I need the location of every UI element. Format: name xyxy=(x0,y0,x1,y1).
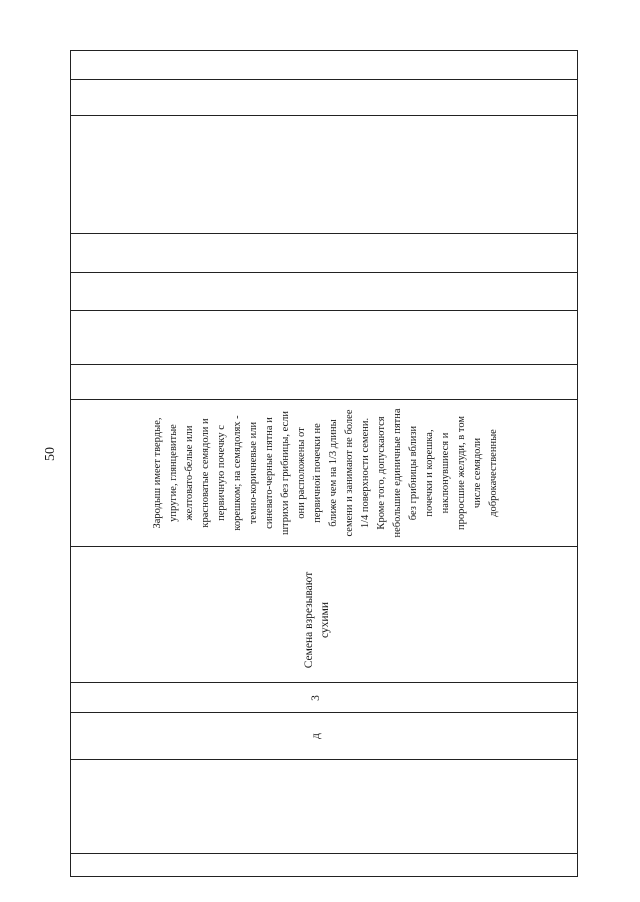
description-line: небольшие единичные пятна xyxy=(392,408,403,538)
category-line: Семена взрезывают xyxy=(303,571,315,669)
description-line: красноватые семядоли и xyxy=(200,418,211,528)
page-number: 50 xyxy=(43,447,58,461)
description-line: семени и занимают не более xyxy=(344,409,355,537)
description-line: без грибницы вблизи xyxy=(408,425,419,521)
letter-cell: д xyxy=(310,733,322,739)
description-line: доброкачественные xyxy=(488,429,499,517)
description-line: Зародыш имеет твердые, xyxy=(152,417,163,529)
table-rule xyxy=(70,233,578,234)
number-cell: 3 xyxy=(310,695,322,701)
description-line: проросшие желуди, в том xyxy=(456,415,467,531)
table-rule xyxy=(70,853,578,854)
table-rule xyxy=(70,712,578,713)
description-line: штрихи без грибницы, если xyxy=(280,410,291,536)
table-rule xyxy=(70,759,578,760)
description-line: они расположены от xyxy=(296,427,307,519)
description-line: упругие, глянцевитые xyxy=(168,424,179,522)
description-line: желтовато-белые или xyxy=(184,425,195,521)
description-line: почечки и корешка, xyxy=(424,429,435,517)
description-line: первичной почечки не xyxy=(312,423,323,523)
description-line: первичную почечку с xyxy=(216,425,227,521)
description-line: числе семядоли xyxy=(472,437,483,509)
description-line: темно-коричневые или xyxy=(248,421,259,525)
category-cell xyxy=(297,550,337,690)
description-line: 1/4 поверхности семени. xyxy=(360,417,371,529)
description-line: Кроме того, допускаются xyxy=(376,416,387,530)
description-line: корешком; на семядолях - xyxy=(232,415,243,531)
description-line: наклюнувшиеся и xyxy=(440,432,451,514)
description-line: синевато-черные пятна и xyxy=(264,417,275,529)
table-rule xyxy=(70,272,578,273)
table-rule xyxy=(70,79,578,80)
category-line: сухими xyxy=(319,601,331,639)
description-line: ближе чем на 1/3 длины xyxy=(328,419,339,527)
table-rule xyxy=(70,115,578,116)
